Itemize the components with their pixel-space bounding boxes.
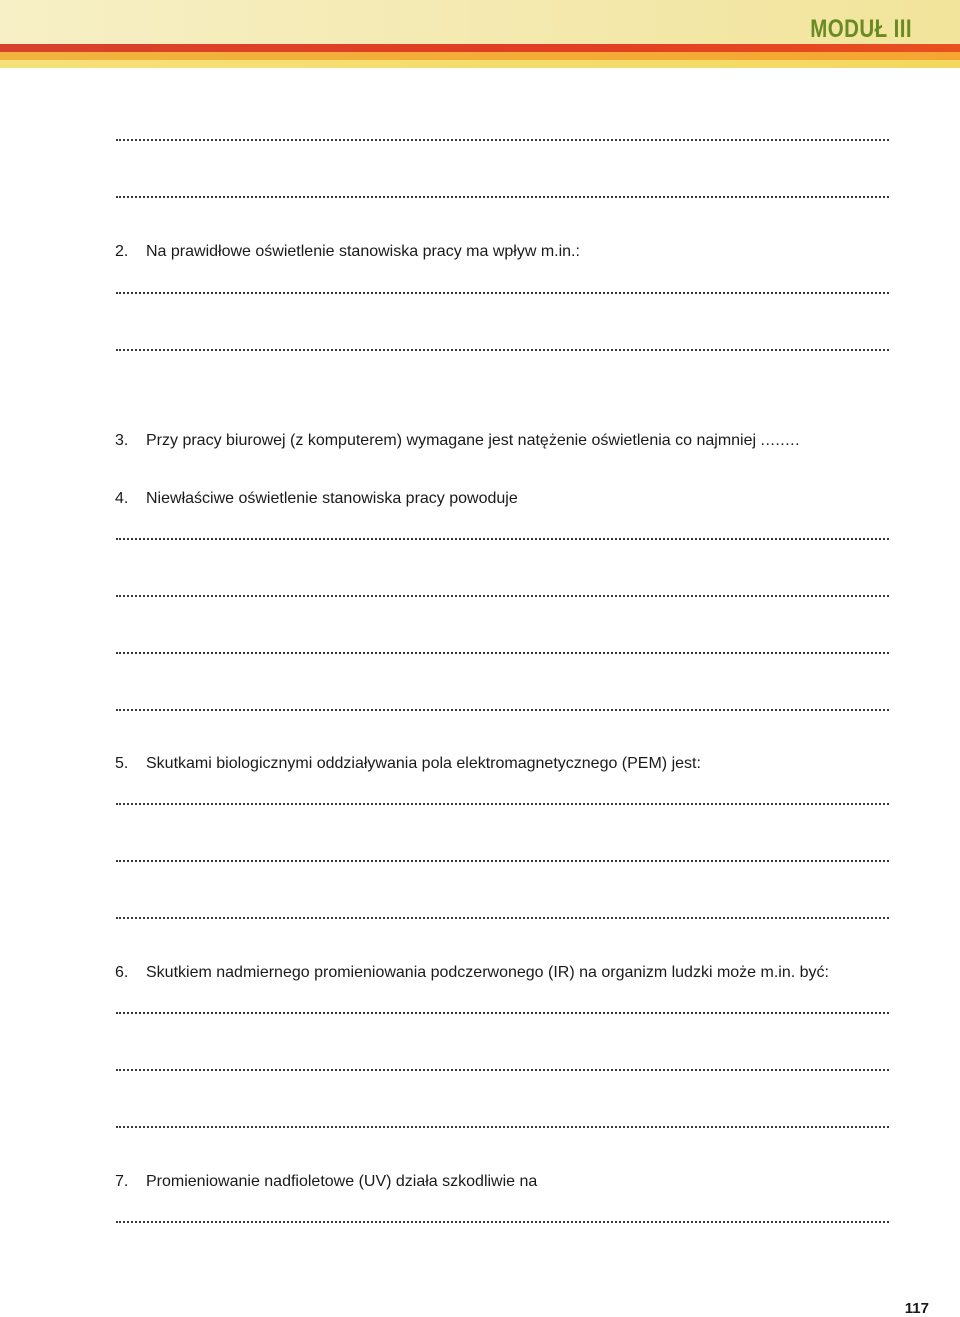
answer-line[interactable] <box>116 538 889 540</box>
question-text: Na prawidłowe oświetlenie stanowiska pracy ma wpływ m.in.: <box>146 243 580 260</box>
header-stripe-yellow <box>0 60 960 68</box>
answer-line[interactable] <box>116 860 889 862</box>
answer-line[interactable] <box>116 1221 889 1223</box>
answer-line[interactable] <box>116 652 889 654</box>
header-stripe-orange <box>0 52 960 60</box>
question-number: 7. <box>115 1173 129 1190</box>
question-text: Niewłaściwe oświetlenie stanowiska pracy powoduje <box>146 490 518 507</box>
question-6 <box>115 963 829 983</box>
answer-line[interactable] <box>116 196 889 198</box>
question-number: 3. <box>115 432 129 449</box>
question-2 <box>115 242 580 262</box>
question-text: Przy pracy biurowej (z komputerem) wymagane jest natężenie oświetlenia co najmniej <box>146 432 757 449</box>
question-3 <box>115 431 800 451</box>
answer-line[interactable] <box>116 803 889 805</box>
answer-line[interactable] <box>116 349 889 351</box>
question-text: Skutkiem nadmiernego promieniowania podczerwonego (IR) na organizm ludzki może m.in. być: <box>146 964 829 981</box>
question-4 <box>115 489 518 509</box>
inline-answer-blank[interactable]: ........ <box>760 432 801 449</box>
answer-line[interactable] <box>116 595 889 597</box>
question-number: 4. <box>115 490 129 507</box>
question-5 <box>115 754 701 774</box>
header-stripe-red <box>0 44 960 52</box>
module-title: MODUŁ III <box>810 15 912 43</box>
answer-line[interactable] <box>116 292 889 294</box>
answer-line[interactable] <box>116 1069 889 1071</box>
answer-line[interactable] <box>116 1012 889 1014</box>
question-text: Promieniowanie nadfioletowe (UV) działa szkodliwie na <box>146 1173 538 1190</box>
question-number: 5. <box>115 755 129 772</box>
question-text: Skutkami biologicznymi oddziaływania pola elektromagnetycznego (PEM) jest: <box>146 755 701 772</box>
answer-line[interactable] <box>116 1126 889 1128</box>
answer-line[interactable] <box>116 709 889 711</box>
question-number: 2. <box>115 243 129 260</box>
question-7 <box>115 1172 537 1192</box>
answer-line[interactable] <box>116 917 889 919</box>
page-number: 117 <box>904 1300 929 1317</box>
question-number: 6. <box>115 964 129 981</box>
answer-line[interactable] <box>116 139 889 141</box>
